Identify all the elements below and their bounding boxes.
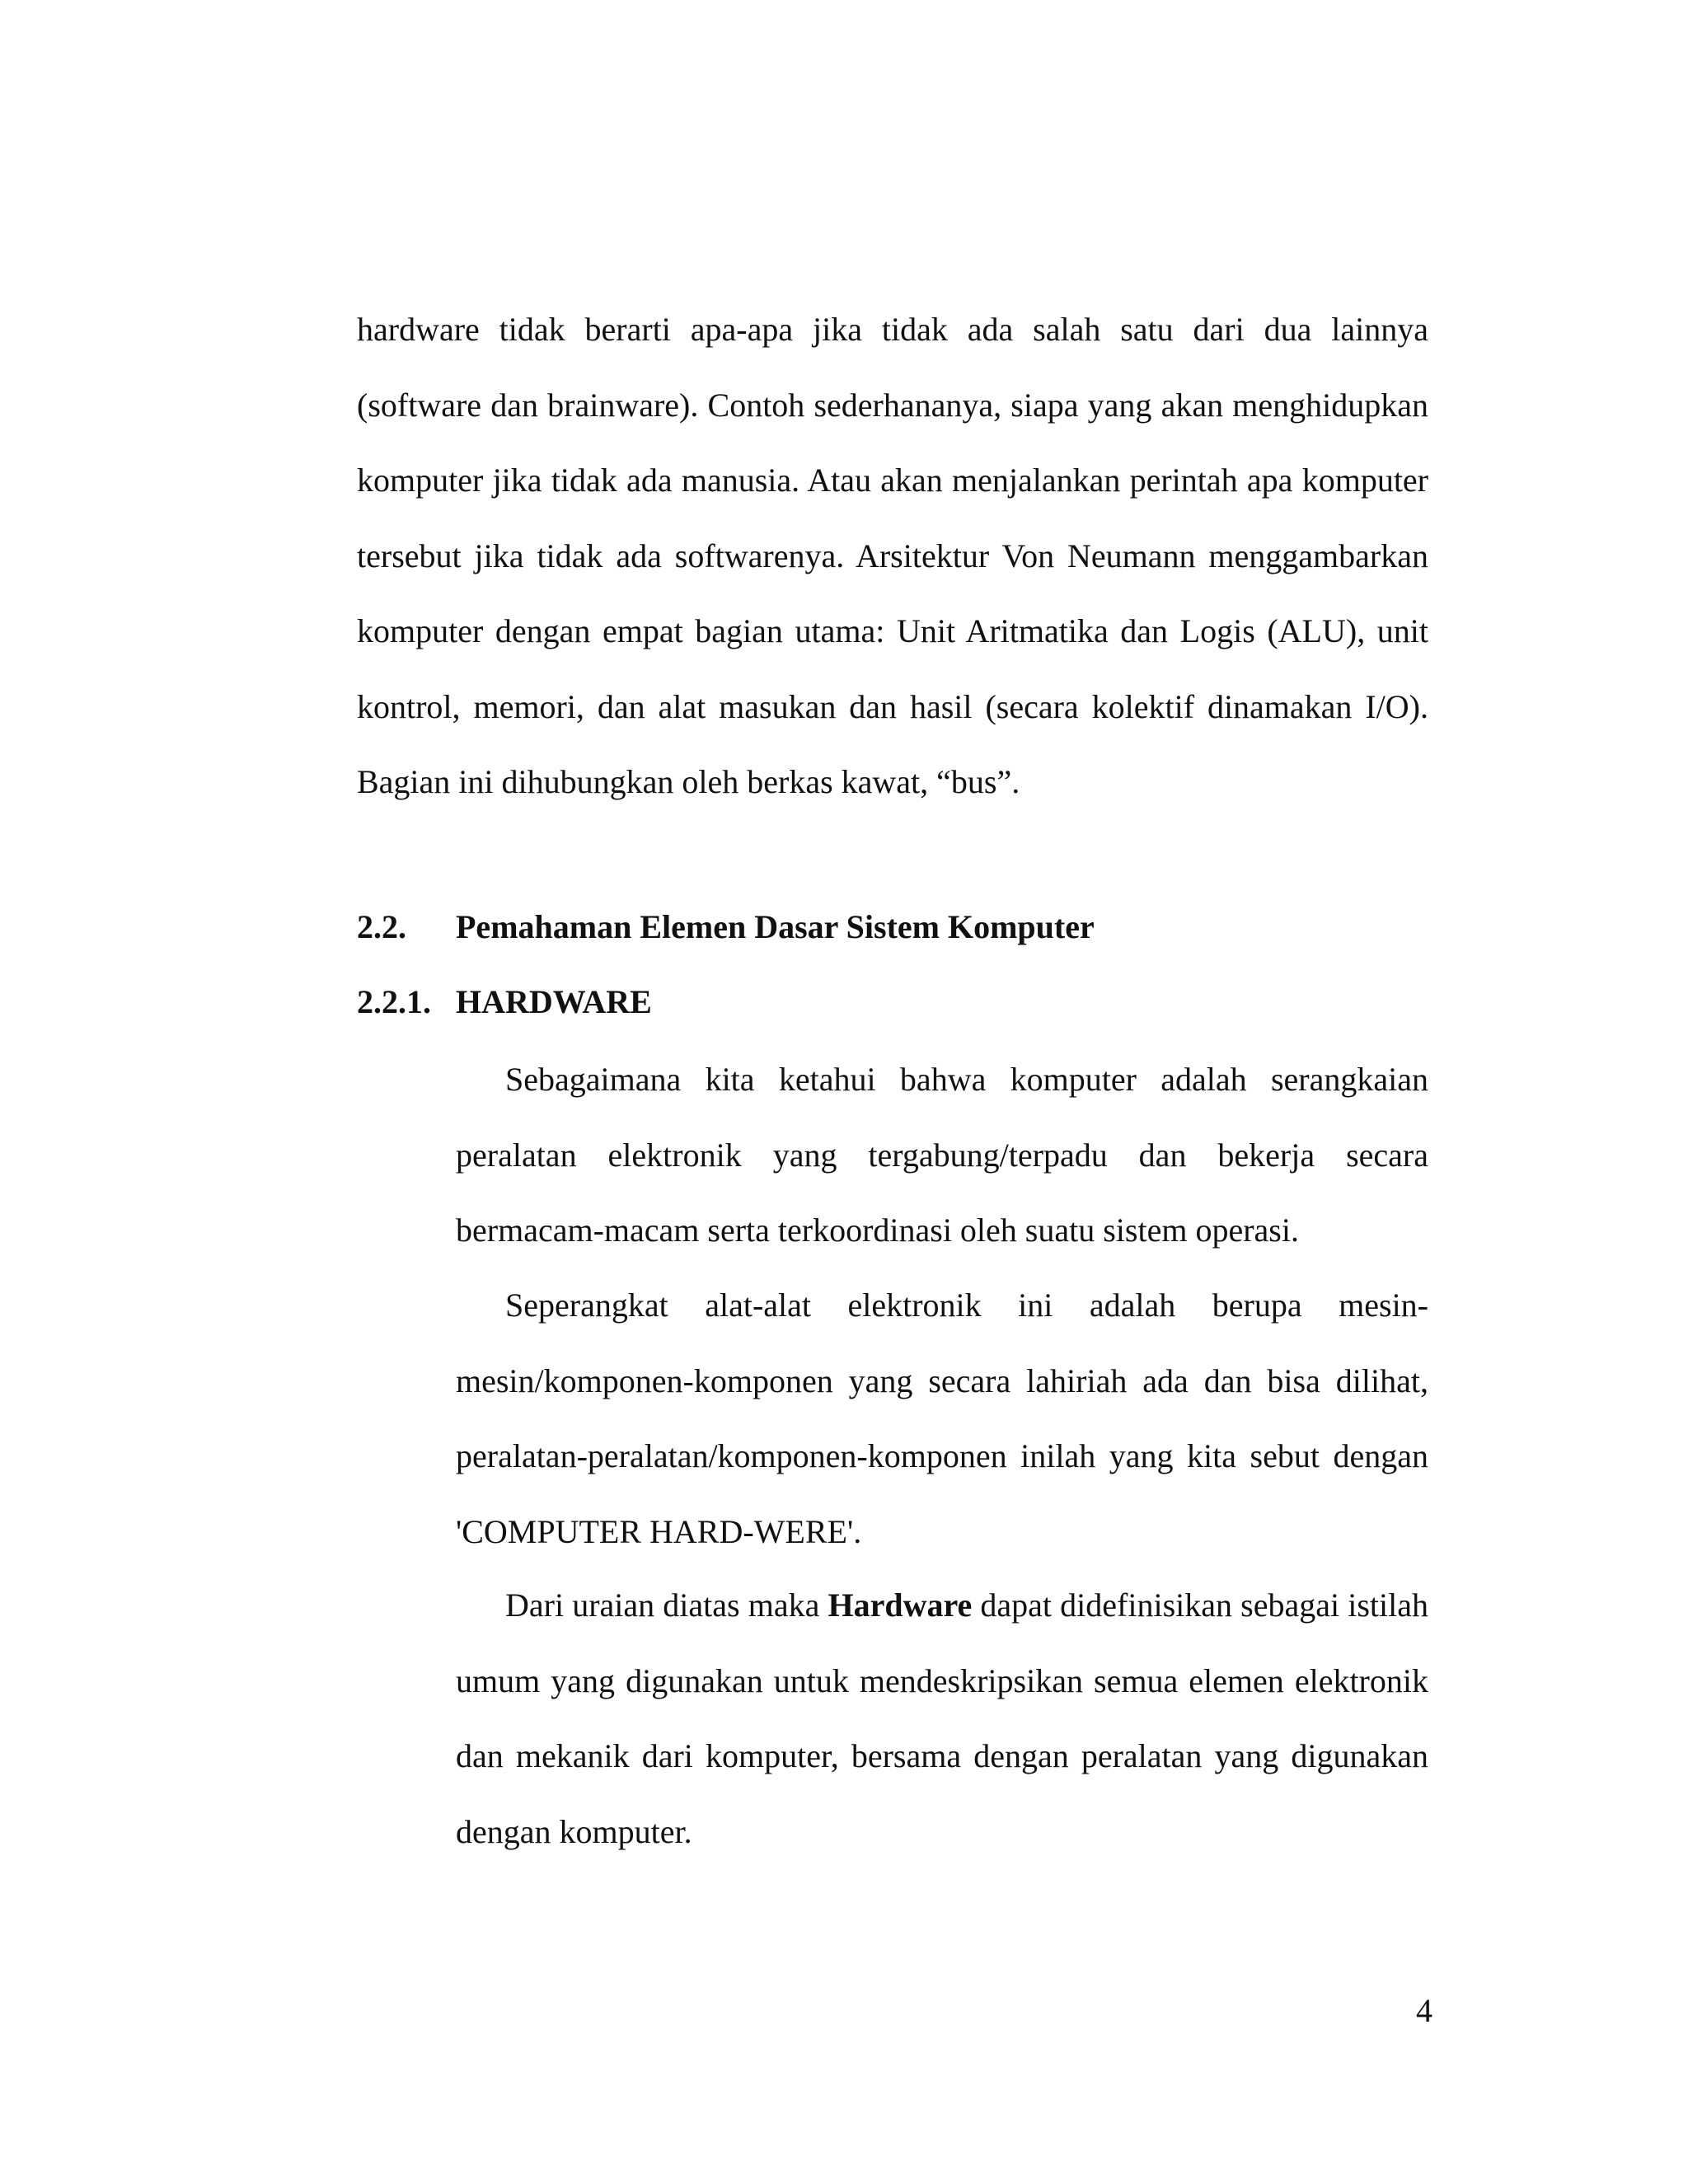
hardware-paragraph-1: Sebagaimana kita ketahui bahwa komputer adalah serangkaian peralatan elektronik yang tergabung/terpadu dan bekerja secara bermacam-macam serta terkoordinasi oleh suatu sistem operasi. xyxy=(456,1061,1428,1249)
intro-paragraph: hardware tidak berarti apa-apa jika tidak ada salah satu dari dua lainnya (software dan brainware). Contoh sederhananya, siapa yang akan menghidupkan komputer jika tidak ada manusia. Atau akan menjalankan perintah apa komputer tersebut jika tidak ada softwarenya. Arsitektur Von Neumann menggambarkan komputer dengan empat bagian utama: Unit Aritmatika dan Logis (ALU), unit kontrol, memori, dan alat masukan dan hasil (secara kolektif dinamakan I/O). Bagian ini dihubungkan oleh berkas kawat, “bus”. xyxy=(357,311,1428,800)
hardware-paragraph-3-rest: dapat didefinisikan sebagai istilah umum yang digunakan untuk mendeskripsikan semua elemen elektronik dan mekanik dari komputer, bersama dengan peralatan yang digunakan dengan komputer. xyxy=(456,1586,1429,1850)
page-number: 4 xyxy=(1416,1992,1432,2029)
subsection-number: 2.2.1. xyxy=(357,983,431,1020)
hardware-paragraph-3-start: Dari uraian diatas maka xyxy=(505,1586,828,1624)
section-heading xyxy=(357,902,1095,952)
subsection-title: HARDWARE xyxy=(456,983,652,1020)
hardware-paragraph-3 xyxy=(456,1568,1428,1869)
section-title: Pemahaman Elemen Dasar Sistem Komputer xyxy=(456,908,1095,945)
hardware-term: Hardware xyxy=(828,1586,973,1624)
hardware-paragraph-2: Seperangkat alat-alat elektronik ini adalah berupa mesin-mesin/komponen-komponen yang secara lahiriah ada dan bisa dilihat, peralatan-peralatan/komponen-komponen inilah yang kita sebut dengan 'COMPUTER HARD-WERE'. xyxy=(456,1286,1428,1550)
section-number: 2.2. xyxy=(357,908,406,945)
subsection-heading xyxy=(357,977,652,1027)
